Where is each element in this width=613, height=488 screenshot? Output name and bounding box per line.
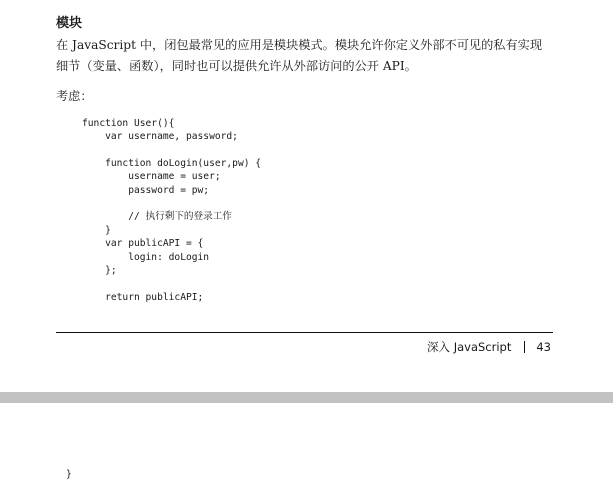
code-line: password = pw;	[82, 185, 210, 196]
page-footer	[427, 339, 551, 355]
code-line: var username, password;	[82, 131, 238, 142]
code-line: };	[82, 265, 117, 276]
page-number: 43	[536, 340, 551, 354]
paragraph-line: 细节（变量、函数），同时也可以提供允许从外部访问的公开 API。	[56, 59, 417, 73]
code-line: return publicAPI;	[82, 292, 204, 303]
next-page-code-line: }	[66, 469, 72, 480]
code-line: // 执行剩下的登录工作	[82, 211, 232, 222]
section-heading: 模块	[56, 16, 83, 31]
code-line: username = user;	[82, 171, 221, 182]
book-title: 深入 JavaScript	[427, 340, 512, 354]
consider-label: 考虑：	[56, 89, 93, 103]
footer-rule	[56, 332, 553, 333]
code-line: function User(){	[82, 118, 175, 129]
code-line: function doLogin(user,pw) {	[82, 158, 262, 169]
footer-separator	[524, 341, 525, 353]
body-paragraph	[56, 35, 556, 77]
code-line: login: doLogin	[82, 252, 210, 263]
next-document-page	[0, 403, 613, 488]
paragraph-line: 在 JavaScript 中，闭包最常见的应用是模块模式。模块允许你定义外部不可见的私有实现	[56, 38, 543, 52]
page-gap-divider	[0, 392, 613, 403]
code-line: var publicAPI = {	[82, 238, 204, 249]
code-line: }	[82, 225, 111, 236]
